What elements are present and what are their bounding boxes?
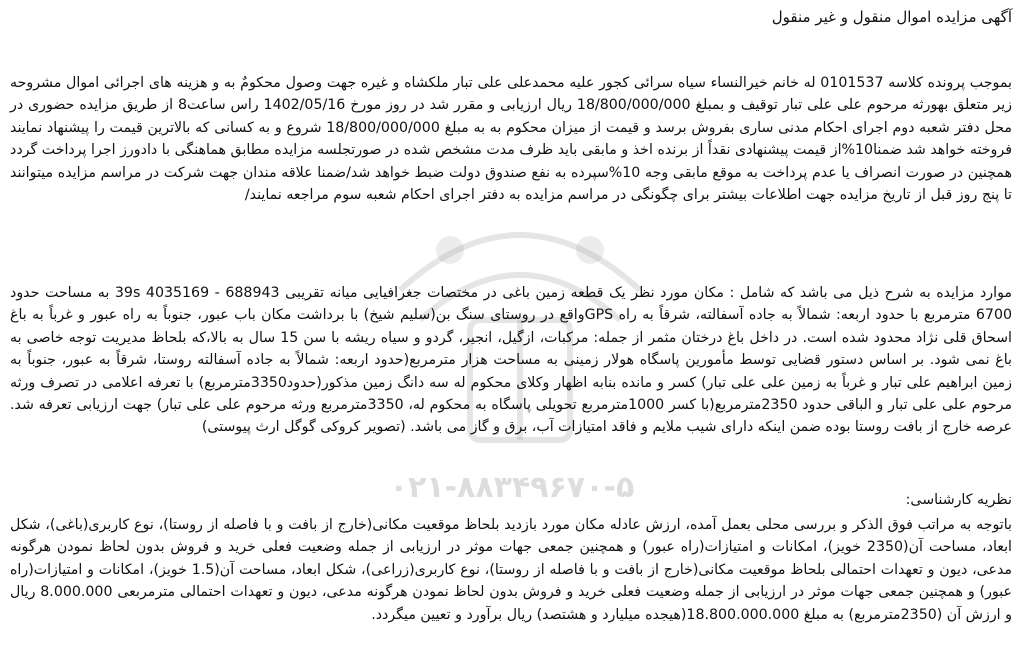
- notice-paragraph-2: موارد مزایده به شرح ذیل می باشد که شامل : مکان مورد نظر یک قطعه زمین باغی در مختصات جغرافیایی میانه تقریبی 688943 - 4035169 39s به مساحت حدود 6700 مترمربع با حدود اربعه: شمالاً به جاده آسفالته، شرقاً به راه GPSواقع در روستای سنگ بن(سلیم شیخ) با برداشت مکان باب عبور، جنوباً به راه عبور و غرباً به باغ اسحاق قلی نژاد محدود شده است. در داخل باغ درختان مثمر از جمله: مرکبات، ازگیل، انجیر، گردو و سیاه ریشه با سن 15 سال به بالا،که بلحاظ مدیریت توجه خاصی به باغ نمی شود. بر اساس دستور قضایی توسط مأمورین پاسگاه هولار زمینی به مساحت هزار مترمربع(حدود اربعه: شمالاً به جاده آسفالته روستا، شرقاً به عبور، جنوباً به زمین ابراهیم علی تبار و غرباً به زمین علی علی تبار) کسر و مانده بنابه اظهار وکلای محکوم له سه دانگ زمین مذکور(حدود3350مترمربع) با تعرفه اعلامی در تصرف ورثه مرحوم علی علی تبار و الباقی حدود 2350مترمربع(با کسر 1000مترمربع تحویلی پاسگاه به محکوم له، 3350مترمربع ورثه مرحوم علی علی تبار) جهت ارزیابی تعرفه شد. عرصه خارج از بافت روستا بوده ضمن اینکه دارای شیب ملایم و فاقد امتیازات آب، برق و گاز می باشد. (تصویر کروکی گوگل ارث پیوستی): [10, 285, 1013, 436]
- watermark-phone: ۰۲۱-۸۸۳۴۹۶۷۰-۵: [389, 470, 635, 505]
- page-title: آگهی مزایده اموال منقول و غیر منقول: [771, 8, 1012, 26]
- notice-paragraph-1: بموجب پرونده کلاسه 0101537 له خانم خیرالنساء سیاه سرائی کجور علیه محمدعلی علی تبار ملکشاه و غیره جهت وصول محکومٌ به و هزینه های اجرائی اموال مشروحه زیر متعلق بهورثه مرحوم علی علی تبار توقیف و بمبلغ 18/800/000/000 ریال ارزیابی و مقرر شد در روز مورخ 1402/05/16 راس ساعت8 از طریق مزایده حضوری در محل دفتر شعبه دوم اجرای احکام مدنی ساری بفروش برسد و قیمت از میزان محکوم به به مبلغ 18/800/000/000 شروع و به کسانی که بالاترین قیمت را پیشنهاد نمایند فروخته خواهد شد ضمنا10%از قیمت پیشنهادی نقداً از برنده اخذ و مابقی باید ظرف مدت مشخص شده در صورتجلسه مزایده مطابق هماهنگی با دادورز اجرا پرداخت گردد همچنین در صورت انصراف یا عدم پرداخت به موقع مابقی وجه 10%سپرده به نفع صندوق دولت ضبط خواهد شد/ضمنا علاقه مندان جهت شرکت در مراسم مزایده میتوانند تا پنج روز قبل از تاریخ مزایده جهت اطلاعات بیشتر برای چگونگی در مراسم مزایده به دفتر اجرای احکام شعبه سوم مراجعه نمایند/: [10, 75, 1013, 204]
- expert-opinion-paragraph: باتوجه به مراتب فوق الذکر و بررسی محلی بعمل آمده، ارزش عادله مکان مورد بازدید بلحاظ موقعیت مکانی(خارج از بافت و با فاصله از روستا)، نوع کاربری(باغی)، شکل ابعاد، مساحت آن(2350 خویز)، امکانات و امتیازات(راه عبور) و همچنین جمعی جهات موثر در ارزیابی از جمله وضعیت فعلی خرید و فروش بدون لحاظ نمودن هرگونه مدعی، دیون و تعهدات احتمالی بلحاظ موقعیت مکانی(خارج از بافت و با فاصله از روستا)، نوع کاربری(زراعی)، شکل ابعاد، مساحت آن(1.5 خویز)، امکانات و امتیازات(راه عبور) و همچنین جمعی جهات موثر در ارزیابی از جمله وضعیت فعلی خرید و فروش بدون لحاظ نمودن هرگونه مدعی، دیون و تعهدات احتمالی مترمربعی 8.000.000 ریال و ارزش آن (2350مترمربع) به مبلغ 18.800.000.000(هیجده میلیارد و هشتصد) ریال برآورد و تعیین میگردد.: [10, 517, 1012, 623]
- expert-opinion-heading: نظریه کارشناسی:: [905, 492, 1012, 508]
